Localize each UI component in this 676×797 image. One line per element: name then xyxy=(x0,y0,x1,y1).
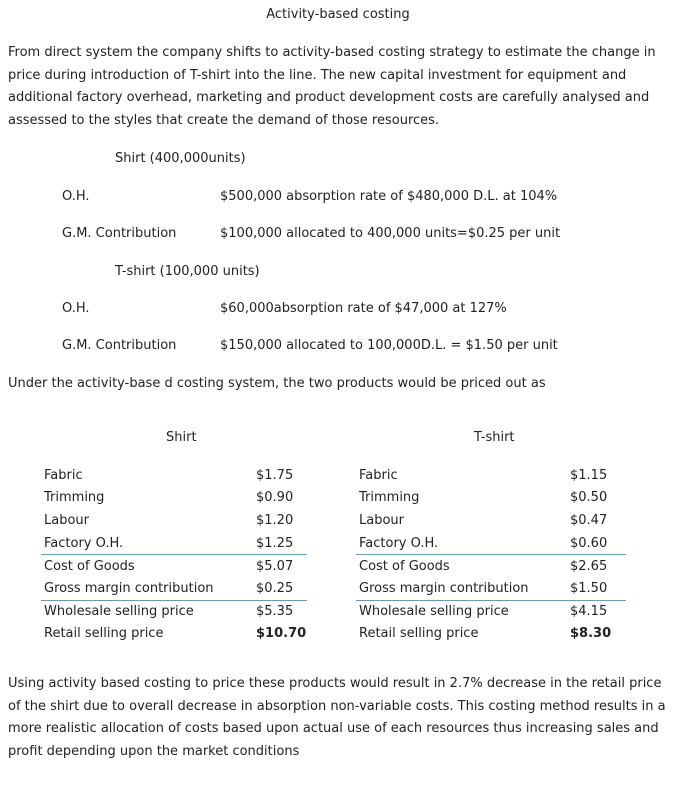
shirt-wholesale-value: $5.35 xyxy=(256,604,294,619)
tshirt-rule-1 xyxy=(356,554,626,555)
tshirt-oh-value: $60,000absorption rate of $47,000 at 127% xyxy=(220,301,507,316)
shirt-fabric-label: Fabric xyxy=(44,468,83,483)
tshirt-rule-2 xyxy=(356,600,626,601)
tshirt-gm-contrib-label: Gross margin contribution xyxy=(359,581,529,596)
priced-intro: Under the activity-base d costing system, the two products would be priced out as xyxy=(8,376,546,391)
shirt-trimming-value: $0.90 xyxy=(256,490,294,505)
shirt-table-heading: Shirt xyxy=(166,430,197,445)
shirt-factory-oh-value: $1.25 xyxy=(256,536,294,551)
shirt-trimming-label: Trimming xyxy=(44,490,105,505)
tshirt-gm-contrib-value: $1.50 xyxy=(570,581,608,596)
shirt-labour-label: Labour xyxy=(44,513,89,528)
shirt-gm-label: G.M. Contribution xyxy=(62,226,177,241)
shirt-fabric-value: $1.75 xyxy=(256,468,294,483)
shirt-cog-label: Cost of Goods xyxy=(44,559,135,574)
tshirt-retail-value: $8.30 xyxy=(570,626,612,641)
tshirt-wholesale-value: $4.15 xyxy=(570,604,608,619)
shirt-factory-oh-label: Factory O.H. xyxy=(44,536,124,551)
shirt-gm-value: $100,000 allocated to 400,000 units=$0.25 per unit xyxy=(220,226,561,241)
tshirt-gm-label: G.M. Contribution xyxy=(62,338,177,353)
tshirt-heading: T-shirt (100,000 units) xyxy=(115,264,260,279)
shirt-gm-contrib-value: $0.25 xyxy=(256,581,294,596)
tshirt-cog-value: $2.65 xyxy=(570,559,608,574)
shirt-retail-value: $10.70 xyxy=(256,626,307,641)
shirt-oh-value: $500,000 absorption rate of $480,000 D.L. at 104% xyxy=(220,189,558,204)
tshirt-gm-value: $150,000 allocated to 100,000D.L. = $1.50 per unit xyxy=(220,338,558,353)
conclusion-paragraph: Using activity based costing to price these products would result in 2.7% decrease in the retail price of the shirt due to overall decrease in absorption non-variable costs. This costing method results in a more realistic allocation of costs based upon actual use of each resources thus increasing sales and profit depending upon the market conditions xyxy=(8,676,666,759)
tshirt-wholesale-label: Wholesale selling price xyxy=(359,604,509,619)
tshirt-factory-oh-label: Factory O.H. xyxy=(359,536,439,551)
tshirt-labour-label: Labour xyxy=(359,513,404,528)
tshirt-oh-label: O.H. xyxy=(62,301,90,316)
tshirt-retail-label: Retail selling price xyxy=(359,626,479,641)
shirt-cog-value: $5.07 xyxy=(256,559,294,574)
tshirt-fabric-value: $1.15 xyxy=(570,468,608,483)
tshirt-cog-label: Cost of Goods xyxy=(359,559,450,574)
tshirt-labour-value: $0.47 xyxy=(570,513,608,528)
shirt-wholesale-label: Wholesale selling price xyxy=(44,604,194,619)
shirt-rule-2 xyxy=(41,600,307,601)
tshirt-factory-oh-value: $0.60 xyxy=(570,536,608,551)
shirt-labour-value: $1.20 xyxy=(256,513,294,528)
tshirt-trimming-value: $0.50 xyxy=(570,490,608,505)
tshirt-fabric-label: Fabric xyxy=(359,468,398,483)
shirt-gm-contrib-label: Gross margin contribution xyxy=(44,581,214,596)
intro-paragraph: From direct system the company shifts to activity-based costing strategy to estimate the change in price during introduction of T-shirt into the line. The new capital investment for equipment and additional factory overhead, marketing and product development costs are carefully analysed and assessed to the styles that create the demand of those resources. xyxy=(8,45,656,128)
shirt-heading: Shirt (400,000units) xyxy=(115,151,246,166)
tshirt-table-heading: T-shirt xyxy=(474,430,515,445)
shirt-retail-label: Retail selling price xyxy=(44,626,164,641)
shirt-oh-label: O.H. xyxy=(62,189,90,204)
shirt-rule-1 xyxy=(41,554,307,555)
page-title: Activity-based costing xyxy=(266,7,410,22)
tshirt-trimming-label: Trimming xyxy=(359,490,420,505)
